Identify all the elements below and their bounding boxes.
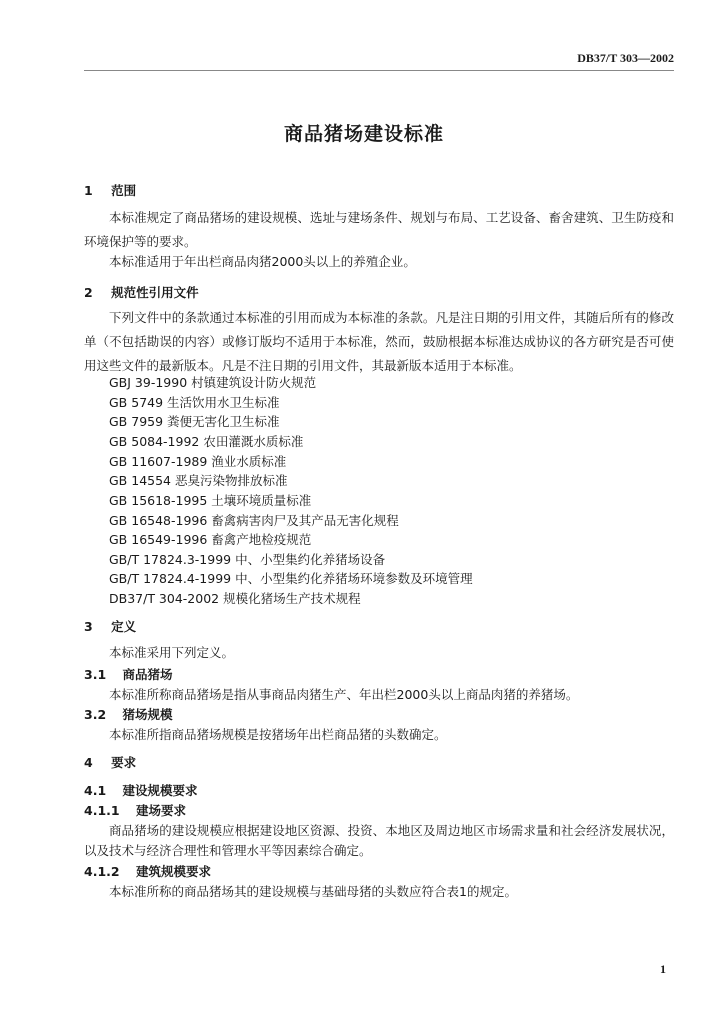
reference-item: GBJ 39-1990 村镇建筑设计防火规范	[109, 375, 317, 390]
subsection-4-1-heading	[84, 781, 198, 799]
subsection-title: 商品猪场	[122, 667, 173, 682]
page-number: 1	[660, 962, 666, 976]
subsection-3-1-heading	[84, 665, 173, 683]
reference-item: GB 16548-1996 畜禽病害肉尸及其产品无害化规程	[109, 513, 399, 528]
subsection-4-1-2-heading	[84, 862, 211, 880]
section-title: 定义	[111, 619, 137, 634]
subsection-number: 3.2	[84, 707, 107, 722]
subsection-title: 建设规模要求	[122, 783, 198, 798]
section-title: 规范性引用文件	[111, 285, 199, 300]
subsection-number: 4.1	[84, 783, 107, 798]
section-3-paragraph: 本标准采用下列定义。	[109, 645, 235, 660]
reference-item: GB 14554 恶臭污染物排放标准	[109, 473, 288, 488]
subsection-3-1-text: 本标准所称商品猪场是指从事商品肉猪生产、年出栏2000头以上商品肉猪的养猪场。	[109, 687, 579, 702]
section-2-heading	[84, 283, 199, 301]
section-4-heading	[84, 753, 136, 771]
section-3-heading	[84, 617, 136, 635]
subsection-title: 建场要求	[135, 803, 186, 818]
reference-item: GB 5084-1992 农田灌溉水质标准	[109, 434, 304, 449]
reference-item: GB 5749 生活饮用水卫生标准	[109, 395, 280, 410]
reference-item: GB/T 17824.3-1999 中、小型集约化养猪场设备	[109, 552, 386, 567]
reference-item: GB 7959 粪便无害化卫生标准	[109, 414, 280, 429]
reference-item: DB37/T 304-2002 规模化猪场生产技术规程	[109, 591, 361, 606]
reference-item: GB 11607-1989 渔业水质标准	[109, 454, 287, 469]
section-number: 2	[84, 285, 93, 300]
subsection-4-1-2-text: 本标准所称的商品猪场其的建设规模与基础母猪的头数应符合表1的规定。	[109, 884, 517, 899]
subsection-4-1-1-text: 商品猪场的建设规模应根据建设地区资源、投资、本地区及周边地区市场需求量和社会经济发展状况，以及技术与经济合理性和管理水平等因素综合确定。	[84, 823, 674, 858]
document-code: DB37/T 303—2002	[577, 51, 674, 65]
section-1-heading	[84, 181, 136, 199]
section-title: 要求	[111, 755, 137, 770]
subsection-number: 3.1	[84, 667, 107, 682]
subsection-4-1-1-heading	[84, 801, 186, 819]
reference-item: GB/T 17824.4-1999 中、小型集约化养猪场环境参数及环境管理	[109, 571, 473, 586]
section-1-paragraph-2: 本标准适用于年出栏商品肉猪2000头以上的养殖企业。	[109, 254, 416, 269]
reference-item: GB 16549-1996 畜禽产地检疫规范	[109, 532, 312, 547]
subsection-number: 4.1.1	[84, 803, 120, 818]
subsection-3-2-text: 本标准所指商品猪场规模是按猪场年出栏商品猪的头数确定。	[109, 727, 447, 742]
section-number: 3	[84, 619, 93, 634]
section-title: 范围	[111, 183, 137, 198]
section-2-paragraph: 下列文件中的条款通过本标准的引用而成为本标准的条款。凡是注日期的引用文件，其随后所有的修改单（不包括勘误的内容）或修订版均不适用于本标准，然而，鼓励根据本标准达成协议的各方研究是否可使用这些文件的最新版本。凡是不注日期的引用文件，其最新版本适用于本标准。	[84, 310, 674, 373]
subsection-3-2-heading	[84, 705, 173, 723]
reference-item: GB 15618-1995 土壤环境质量标准	[109, 493, 312, 508]
section-1-paragraph-1: 本标准规定了商品猪场的建设规模、选址与建场条件、规划与布局、工艺设备、畜舍建筑、卫生防疫和环境保护等的要求。	[84, 210, 674, 249]
subsection-title: 建筑规模要求	[135, 864, 211, 879]
page-title: 商品猪场建设标准	[283, 123, 444, 145]
section-number: 1	[84, 183, 93, 198]
section-number: 4	[84, 755, 93, 770]
subsection-title: 猪场规模	[122, 707, 173, 722]
header-rule	[84, 70, 674, 71]
subsection-number: 4.1.2	[84, 864, 120, 879]
